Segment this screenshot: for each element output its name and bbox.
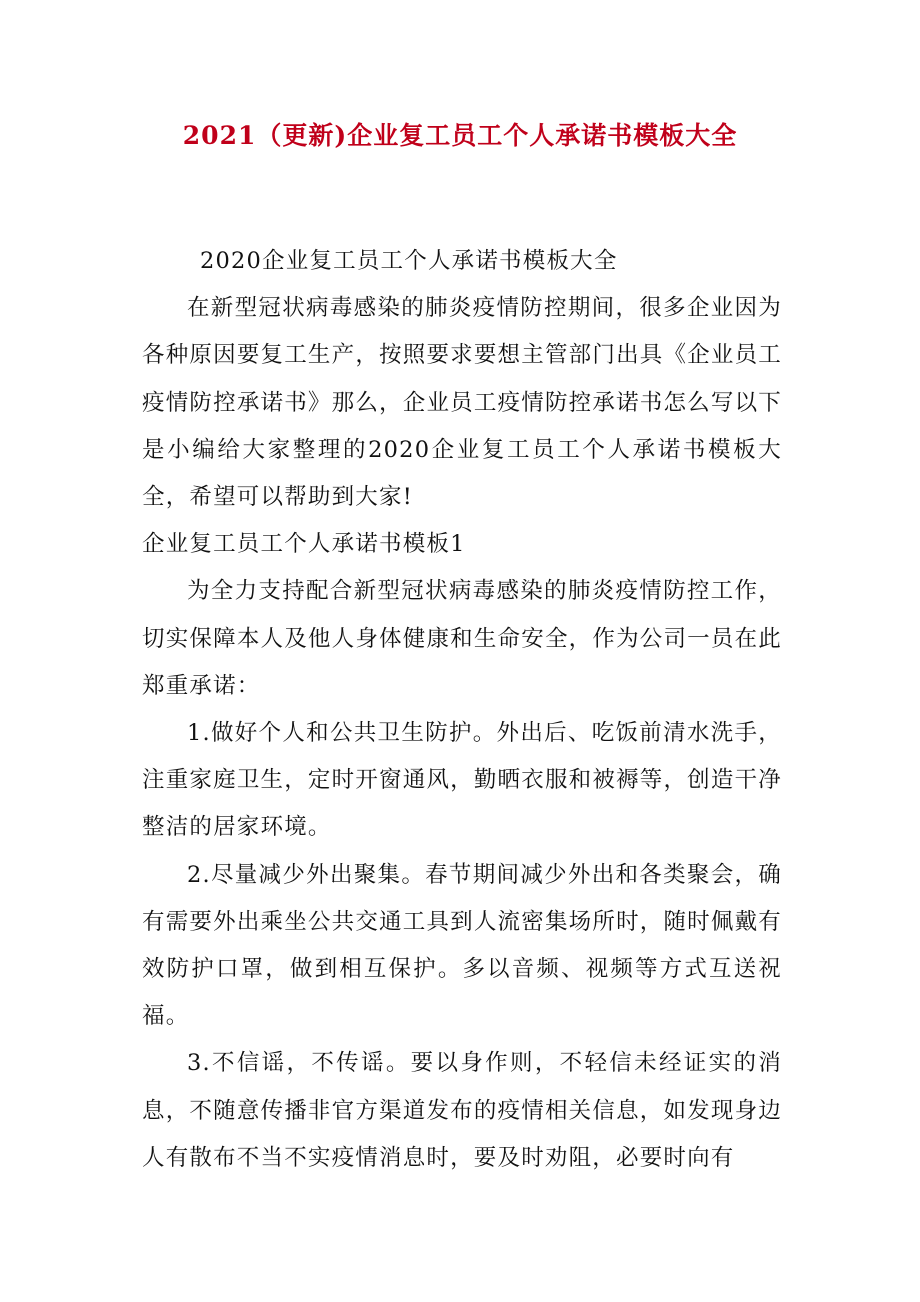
section-heading: 企业复工员工个人承诺书模板1 (142, 531, 466, 558)
document-title: 2021（更新)企业复工员工个人承诺书模板大全 (182, 121, 738, 150)
document-subtitle: 2020企业复工员工个人承诺书模板大全 (200, 248, 618, 274)
document-body (142, 238, 782, 1182)
intro-paragraph: 在新型冠状病毒感染的肺炎疫情防控期间，很多企业因为各种原因要复工生产，按照要求要想主管部门出具《企业员工疫情防控承诺书》那么，企业员工疫情防控承诺书怎么写以下是小编给大家整理的2020企业复工员工个人承诺书模板大全，希望可以帮助到大家! (142, 295, 782, 511)
pledge-intro-paragraph: 为全力支持配合新型冠状病毒感染的肺炎疫情防控工作，切实保障本人及他人身体健康和生命安全，作为公司一员在此郑重承诺： (142, 578, 782, 699)
pledge-item-1: 1.做好个人和公共卫生防护。外出后、吃饭前清水洗手，注重家庭卫生，定时开窗通风，勤晒衣服和被褥等，创造干净整洁的居家环境。 (142, 720, 782, 841)
pledge-item-2: 2.尽量减少外出聚集。春节期间减少外出和各类聚会，确有需要外出乘坐公共交通工具到人流密集场所时，随时佩戴有效防护口罩，做到相互保护。多以音频、视频等方式互送祝福。 (142, 861, 782, 1030)
pledge-item-3: 3.不信谣，不传谣。要以身作则，不轻信未经证实的消息，不随意传播非官方渠道发布的疫情相关信息，如发现身边人有散布不当不实疫情消息时，要及时劝阻，必要时向有 (142, 1050, 782, 1171)
